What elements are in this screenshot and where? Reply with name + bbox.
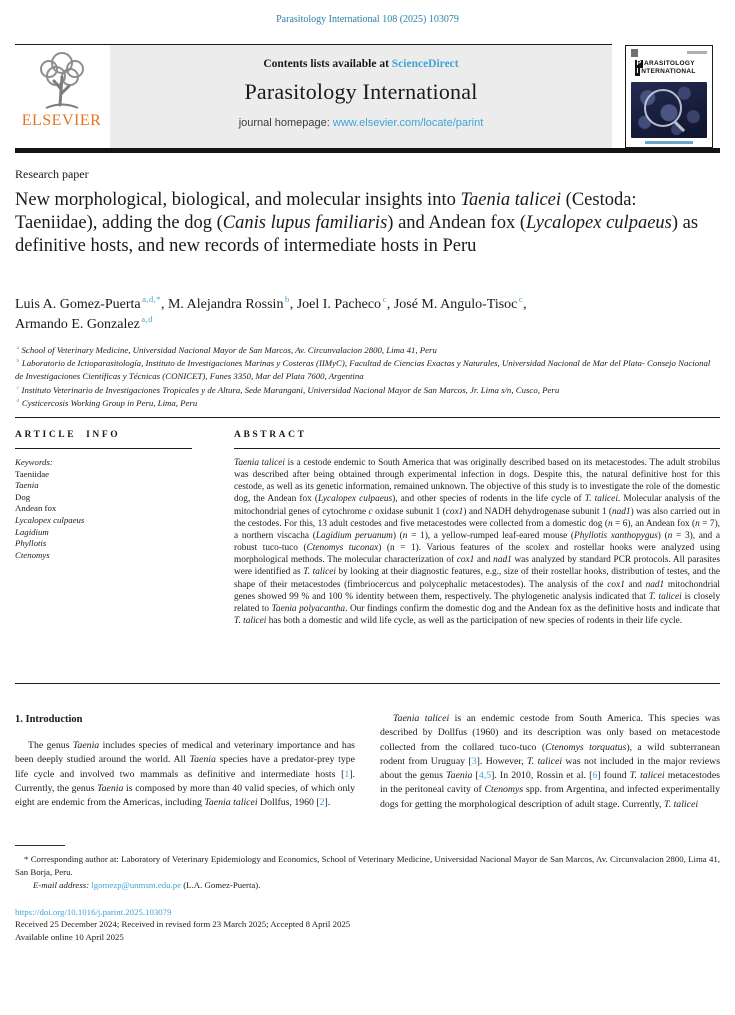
abstract-heading: ABSTRACT [234,430,307,440]
affiliation-ref-sup: c [382,294,387,305]
affiliation-b: $^b$ Laboratorio de Ictioparasitología, Instituto de Investigaciones Marinas y Costeras (IIMyC), Facultad de Ciencias Exactas y Naturales, Universidad Nacional de Mar del Plata- Consejo Nacional de Investigaciones Científicas y Técnicas (CONICET), Funes 3350, Mar del Plata 7600, Argentina [15,358,711,382]
abstract-column [234,430,720,627]
cover-issn-text [687,51,707,54]
elsevier-tree-icon [15,49,108,115]
homepage-prefix: journal homepage: [238,117,333,129]
keyword-item: Andean fox [15,503,57,514]
reference-link[interactable]: 1 [344,768,350,780]
affiliation-ref-sup: d [16,397,20,404]
article-title: New morphological, biological, and molecular insights into Taenia talicei (Cestoda: Taeniidae), adding the dog (Canis lupus familiaris) and Andean fox (Lycalopex culpaeus) as definitive hosts, and new records of intermediate hosts in Peru [15,190,699,256]
elsevier-logo [15,49,108,130]
intro-right-column [380,712,720,812]
corresponding-author-note: * Corresponding author at: Laboratory of Veterinary Epidemiology and Economics, School of Veterinary Medicine, Universidad Nacional Mayor de San Marcos, Av. Circunvalacion 2800, Lima 41, San Borja, Peru. [15,854,720,877]
introduction-heading: 1. Introduction [15,714,83,725]
keyword-item: Taeniidae [15,468,50,479]
journal-title: Parasitology International [244,79,478,104]
cover-url-text [645,141,693,144]
reference-link[interactable]: 6 [592,770,598,782]
cover-publisher-glyph [631,49,638,57]
contents-prefix: Contents lists available at [263,58,392,70]
intro-left-column [15,712,355,812]
abstract-rule [234,448,720,449]
keyword-item: Lycalopex culpaeus [15,514,85,525]
journal-citation: Parasitology International 108 (2025) 103079 [276,14,459,25]
keyword-item: Ctenomys [15,549,50,560]
reference-link[interactable]: 2 [319,797,325,809]
keywords-label: Keywords: [15,457,53,467]
sciencedirect-link[interactable]: ScienceDirect [391,58,459,70]
affiliation-ref-sup: a,d,* [142,294,161,305]
article-info-column [15,430,192,561]
cover-journal-title [626,57,712,76]
keyword-item: Taenia [15,480,39,491]
received-dates: Received 25 December 2024; Received in revised form 23 March 2025; Accepted 8 April 2025 [15,919,351,930]
abstract-bottom-divider [15,683,720,684]
affiliation-ref-sup: c [16,384,20,391]
keyword-item: Lagidium [15,526,49,537]
affiliation-ref-sup: a [16,345,20,352]
affiliations-block [15,344,720,410]
reference-link[interactable]: 4,5 [478,770,492,782]
cover-title-rest-i: NTERNATIONAL [641,68,696,75]
cover-artwork [631,82,707,138]
article-type-label: Research paper [15,167,89,181]
cover-title-rest-p: ARASITOLOGY [643,60,695,67]
journal-homepage-link[interactable]: www.elsevier.com/locate/parint [332,117,484,129]
masthead-divider-bar [15,148,720,153]
contents-line [110,58,612,70]
affiliation-ref-sup: a,d [141,314,153,325]
introduction-paragraph: The genus Taenia includes species of medical and veterinary importance and has been deeply studied around the world. All Taenia species have a predator-prey type life cycle and involved two mammals as definitive and intermediate hosts [1]. Currently, the genus Taenia is composed by more than 40 valid species, of which only eight are endemic from the Americas, including Taenia talicei Dollfus, 1960 [2]. [15,740,355,809]
reference-link[interactable]: 3 [471,755,477,767]
affiliation-c: $^c$ Instituto Veterinario de Investigaciones Tropicales y de Altura, Sede Marangani, Universidad Nacional Mayor de San Marcos, Jr. Lima s/n, Cusco, Peru [16,384,560,395]
section-divider [15,417,720,418]
affiliation-ref-sup: b [16,358,20,365]
keyword-item: Phyllotis [15,538,47,549]
affiliation-a: $^a$ School of Veterinary Medicine, Universidad Nacional Mayor de San Marcos, Av. Circunvalacion 2800, Lima 41, Peru [16,345,437,355]
available-online-date: Available online 10 April 2025 [15,931,124,942]
authors-line: Luis A. Gomez-Puerta $^{a,d,*}$, M. Alejandra Rossin $^b$, Joel I. Pacheco $^c$, José M. Angulo-Tisoc $^c$, Armando E. Gonzalez $^{a,d}$ [15,294,527,332]
affiliation-ref-sup: b [284,294,290,305]
article-info-heading: ARTICLE INFO [15,430,121,440]
elsevier-wordmark: ELSEVIER [21,112,102,129]
article-info-rule [15,448,192,449]
doi-link[interactable]: https://doi.org/10.1016/j.parint.2025.103079 [15,907,172,917]
cover-title-initial-i: I [636,68,639,75]
cover-title-initial-p: P [636,60,642,67]
homepage-line [110,117,612,129]
journal-cover-thumbnail [625,45,713,148]
journal-masthead [15,45,720,148]
keyword-item: Dog [15,491,31,502]
introduction-section [15,712,720,812]
article-footer [15,906,720,943]
reference-link[interactable]: lgomezp@unmsm.edu.pe [91,880,182,890]
footnote-block [15,845,720,892]
affiliation-ref-sup: c [518,294,524,305]
masthead-banner [110,45,612,148]
introduction-paragraph: Taenia talicei is an endemic cestode from South America. This species was described by Dollfus (1960) and its description was only based on metacestode collected from the collared tuco-tuco (Ctenomys torquatus), a wild subterranean rodent from Uruguay [3]. However, T. talicei was not included in the major reviews about the genus Taenia [4,5]. In 2010, Rossin et al. [6] found T. talicei metacestodes in the peritoneal cavity of Ctenomys spp. from Argentina, and infected experimentally dogs for getting the morphological description of adult stage. Currently, T. talicei [380,713,721,810]
footnote-rule [15,845,65,846]
abstract-body: Taenia talicei is a cestode endemic to South America that was originally described based on its metacestodes. The adult strobilus was described after being obtained through experimental infection in dogs. Despite this, the natural definitive host for this cestode, as well as its genetic information, remained unknown. The objective of this study is to investigate the role of the domestic dog, the Andean fox (Lycalopex culpaeus), and other species of rodents in the life cycle of T. talicei. Molecular analysis of the mitochondrial genes of cytochrome c oxidase subunit 1 (cox1) and NADH dehydrogenase subunit 1 (nad1) was also carried out in the cestodes. For this, 13 adult cestodes and five metacestodes were collected from a domestic dog (n = 6), an Andean fox (n = 7), a northern viscacha (Lagidium peruanum) (n = 1), a yellow-rumped leaf-eared mouse (Phyllotis xanthopygus) (n = 3), and a robust tuco-tuco (Ctenomys tuconax) (n = 1). Various features of the scolex and rostellar hooks were analyzed using morphological methods. The molecular characterization of cox1 and nad1 was analyzed by standard PCR protocols. All parasites were identified as T. talicei by looking at their diagnostic features, e.g., size of their rostellar hooks, distribution of testes, and the shape of their metacestodes (fimbriocercus and polycephalic metacestodes). The analysis of the cox1 and nad1 mitochondrial genes showed 99 % and 100 % identity between them, respectively. The phylogenetic analysis indicated that T. talicei is closely related to Taenia polyacantha. Our findings confirm the domestic dog and the Andean fox as the definitive hosts and indicate that T. talicei has both a domestic and wild life cycle, as well as the participation of new species of rodents in their life cycle. [234,458,721,627]
affiliation-d: $^d$ Cysticercosis Working Group in Peru, Lima, Peru [16,397,198,408]
email-note: E-mail address: lgomezp@unmsm.edu.pe (L.A. Gomez-Puerta). [33,880,261,890]
magnifier-handle [674,121,685,132]
